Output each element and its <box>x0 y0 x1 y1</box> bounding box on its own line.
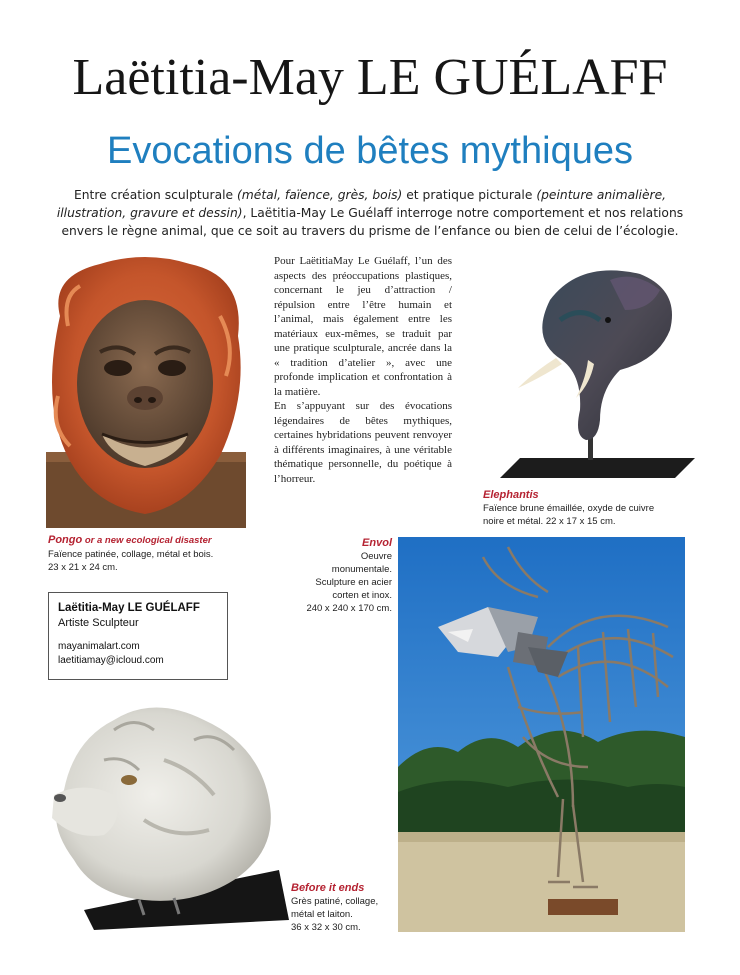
before-it-ends-line-1: Grès patiné, collage, <box>291 896 379 907</box>
envol-line-3: Sculpture en acier <box>315 577 392 588</box>
elephantis-title: Elephantis <box>483 489 539 501</box>
intro-paragraph <box>55 186 685 240</box>
intro-text-3: , Laëtitia-May Le Guélaff interroge notre comportement et nos relations envers le règne animal, que ce soit au travers du prisme de l’enfance ou bien de celui de l’écologie. <box>61 206 684 238</box>
pongo-title <box>48 533 258 548</box>
pongo-sculpture-image <box>40 256 250 530</box>
contact-email[interactable]: laetitiamay@icloud.com <box>58 654 164 666</box>
elephantis-dimensions: noire et métal. 22 x 17 x 15 cm. <box>483 516 616 527</box>
contact-name: Laëtitia-May LE GUÉLAFF <box>58 602 200 614</box>
pongo-title-main: Pongo <box>48 534 83 546</box>
envol-line-2: monumentale. <box>331 564 392 575</box>
body-paragraph-2: En s’appuyant sur des évocations légendaires de bêtes mythiques, certaines hybridations peuvent renvoyer à différents imaginaires, à une véritable thématique personnelle, du poétique à l’horreur. <box>274 400 452 485</box>
body-text <box>274 254 452 486</box>
envol-sculpture-image <box>398 537 685 932</box>
artist-title: Laëtitia-May LE GUÉLAFF <box>72 49 668 106</box>
envol-dimensions: 240 x 240 x 170 cm. <box>306 603 392 614</box>
contact-card <box>48 592 228 680</box>
intro-text-2: et pratique picturale <box>402 188 537 202</box>
intro-materials-sculpture: (métal, faïence, grès, bois) <box>237 188 403 202</box>
envol-caption <box>270 536 392 615</box>
envol-line-4: corten et inox. <box>332 590 392 601</box>
before-it-ends-title: Before it ends <box>291 882 365 894</box>
exhibition-subtitle: Evocations de bêtes mythiques <box>107 130 633 172</box>
before-it-ends-sculpture-image <box>44 700 294 930</box>
pongo-caption <box>48 533 258 574</box>
elephantis-caption <box>483 488 703 528</box>
body-paragraph-1: Pour LaëtitiaMay Le Guélaff, l’un des aspects des préoccupations plastiques, concernant le jeu d’attraction / répulsion entre l’être humain et l’animal, mais également entre les matériaux eux-mêmes, se traduit par une pratique sculpturale, ancrée dans la « tradition d’atelier », avec une profonde implication et confrontation à la matière. <box>274 255 452 398</box>
before-it-ends-caption <box>291 881 399 934</box>
elephantis-sculpture-image <box>490 260 700 486</box>
before-it-ends-line-2: métal et laiton. <box>291 909 353 920</box>
contact-website[interactable]: mayanimalart.com <box>58 641 140 652</box>
pongo-materials: Faïence patinée, collage, métal et bois. <box>48 549 214 560</box>
before-it-ends-dimensions: 36 x 32 x 30 cm. <box>291 922 361 933</box>
intro-materials-painting: (peinture animalière, illustration, gravure et dessin) <box>56 188 667 220</box>
pongo-dimensions: 23 x 21 x 24 cm. <box>48 562 118 573</box>
elephantis-materials: Faïence brune émaillée, oxyde de cuivre <box>483 503 655 514</box>
contact-role: Artiste Sculpteur <box>58 617 139 629</box>
intro-text-1: Entre création sculpturale <box>73 188 237 202</box>
pongo-title-suffix: or a new ecological disaster <box>82 535 212 546</box>
envol-line-1: Oeuvre <box>360 551 392 562</box>
envol-title: Envol <box>362 537 392 549</box>
